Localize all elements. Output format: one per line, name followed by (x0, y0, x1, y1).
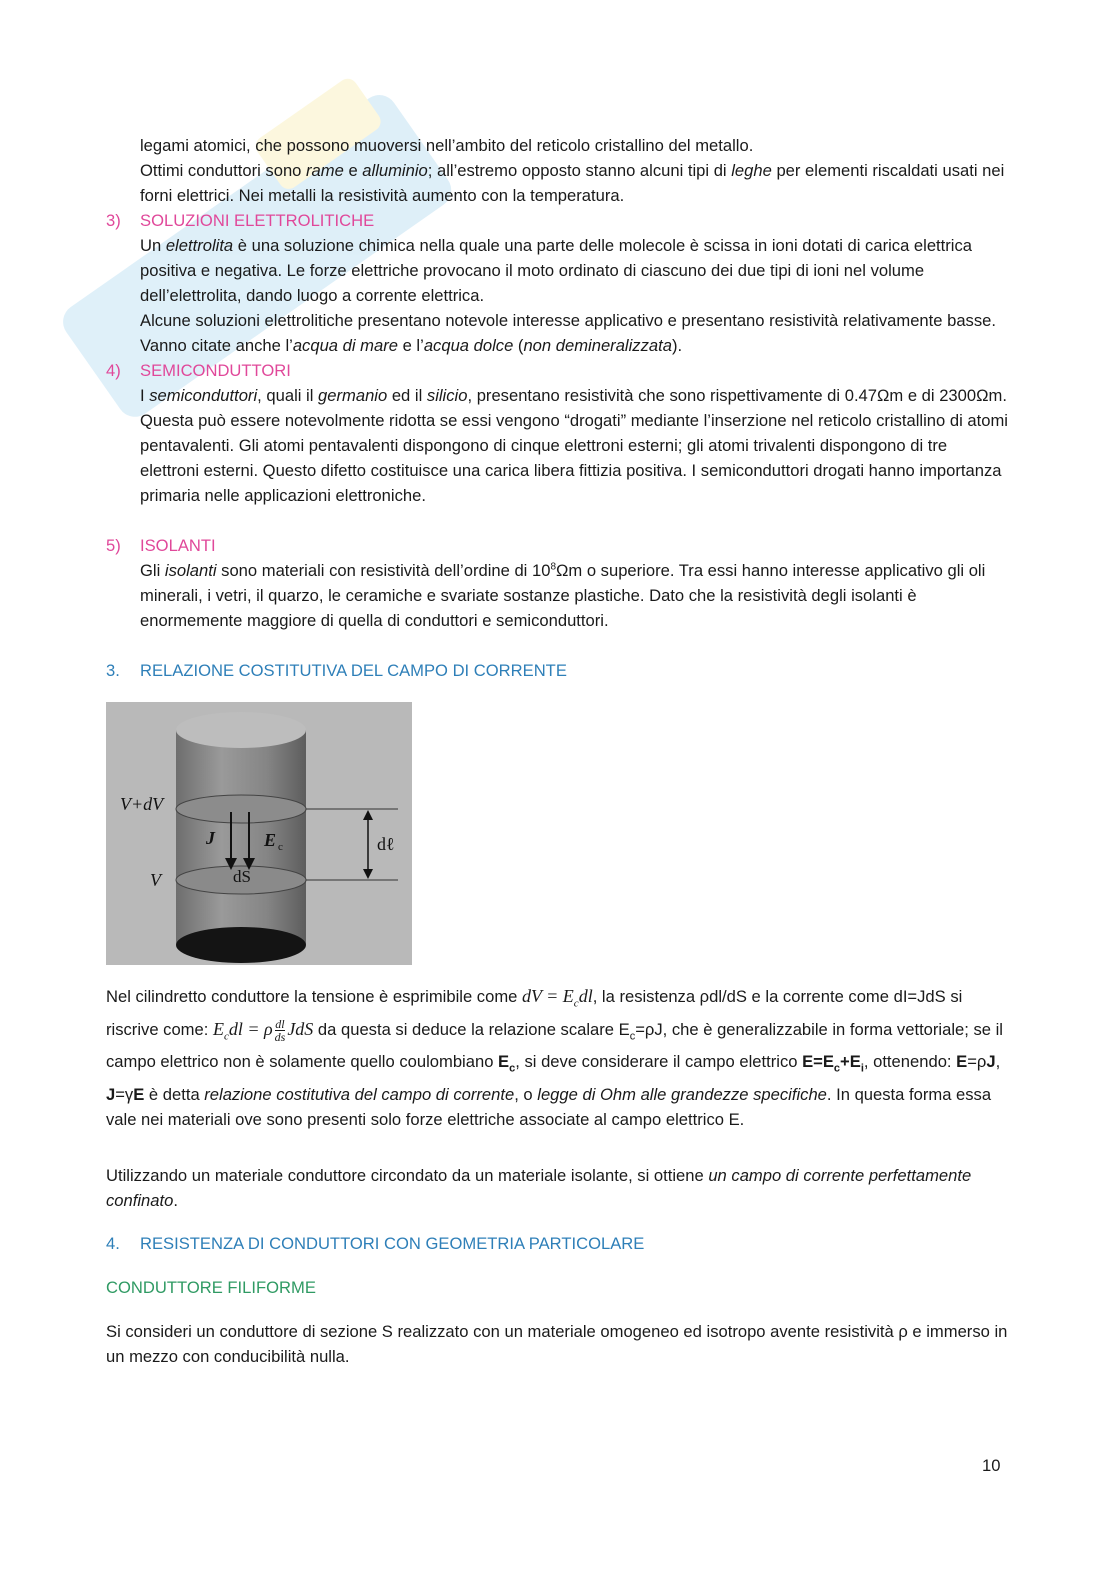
label-j: J (206, 828, 215, 848)
confined-text: Utilizzando un materiale conduttore circondato da un materiale isolante, si ottiene un campo di corrente perfettamente confinato. (106, 1166, 972, 1210)
item-insulators (140, 533, 1010, 633)
confined-paragraph (106, 1163, 1011, 1213)
item-semiconductors (140, 358, 1010, 508)
label-v: V (150, 870, 161, 890)
cylinder-figure (106, 702, 412, 965)
item-paragraph: I semiconduttori, quali il germanio ed il silicio, presentano resistività che sono rispettivamente di 0.47Ωm e di 2300Ωm. Questa può essere notevolmente ridotta se essi vengono “drogati” mediante l’inserzione nel reticolo cristallino di atomi pentavalenti. Gli atomi pentavalenti dispongono di cinque elettroni esterni; gli atomi trivalenti dispongono di tre elettroni esterni. Questo difetto costituisce una carica libera fittizia positiva. I semiconduttori drogati hanno importanza primaria nelle applicazioni elettroniche. (140, 386, 1008, 505)
subsection-heading: CONDUTTORE FILIFORME (106, 1278, 316, 1297)
relation-text: Nel cilindretto conduttore la tensione è esprimibile come dV = $E_cdl$, la resistenza ρdl/dS e la corrente come dI=JdS si riscrive come: $E_cdl = \rho$ $\frac{dl}{ds}$ JdS da questa si deduce la relazione scalare $E_c=\rho J$, che è generalizzabile in forma vettoriale; se il campo elettrico non è solamente quello coulombiano $E_c$, si deve considerare il campo elettrico $E=E_c+E_i$, ottenendo: E=ρJ, J=γE è detta relazione costitutiva del campo di corrente, o legge di Ohm alle grandezze specifiche. In questa forma essa vale nei materiali ove sono presenti solo forze elettriche associate al campo elettrico E. (106, 986, 1003, 1129)
item-paragraph: Un elettrolita è una soluzione chimica nella quale una parte delle molecole è scissa in ioni dotati di carica elettrica positiva e negativa. Le forze elettriche provocano il moto ordinato di ciascuno dei due tipi di ioni nel volume dell’elettrolita, dando luogo a corrente elettrica. (140, 236, 973, 305)
conductors-text: Ottimi conduttori sono rame e alluminio; all’estremo opposto stanno alcuni tipi di leghe per elementi riscaldati usati nei forni elettrici. Nei metalli la resistività aumento con la temperatura. (140, 161, 1005, 205)
item-title: SEMICONDUTTORI (140, 361, 291, 380)
intro-line: legami atomici, che possono muoversi nell’ambito del reticolo cristallino del metallo. (140, 136, 754, 155)
item-number: 3) (106, 211, 121, 230)
filiforme-paragraph: Si consideri un conduttore di sezione S realizzato con un materiale omogeneo ed isotropo avente resistività ρ e immerso in un mezzo con conducibilità nulla. (106, 1322, 1008, 1366)
label-ec-subscript: c (278, 841, 283, 853)
item-electrolytes (140, 208, 1010, 358)
item-number: 5) (106, 536, 121, 555)
label-ec: E (264, 830, 277, 850)
label-dl: dℓ (377, 834, 395, 854)
item-paragraph: Alcune soluzioni elettrolitiche presentano notevole interesse applicativo e presentano resistività relativamente basse. Vanno citate anche l’acqua di mare e l’acqua dolce (non demineralizzata). (140, 311, 996, 355)
page-number: 10 (982, 1456, 1001, 1475)
cylinder-bottom (176, 927, 306, 963)
item-number: 4) (106, 361, 121, 380)
item-title: SOLUZIONI ELETTROLITICHE (140, 211, 375, 230)
metals-paragraph (140, 133, 1010, 208)
section-heading: 4. RESISTENZA DI CONDUTTORI CON GEOMETRIA PARTICOLARE (106, 1234, 645, 1253)
section-heading: 3. RELAZIONE COSTITUTIVA DEL CAMPO DI CORRENTE (106, 661, 567, 680)
item-paragraph: Gli isolanti sono materiali con resistività dell’ordine di $10^8\Omega m$ o superiore. Tra essi hanno interesse applicativo gli oli minerali, i vetri, il quarzo, le ceramiche e svariate sostanze plastiche. Dato che la resistività degli isolanti è enormemente maggiore di quella di conduttori e semiconduttori. (140, 561, 986, 630)
cylinder-body (176, 730, 306, 945)
fraction: $\frac{dl}{ds}$ (274, 1016, 286, 1044)
section-upper (176, 795, 306, 823)
cylinder-top (176, 712, 306, 748)
label-v-plus-dv: V+dV (120, 794, 164, 814)
relation-paragraph (106, 984, 1011, 1132)
label-ds: dS (233, 867, 251, 886)
item-title: ISOLANTI (140, 536, 216, 555)
cylinder-diagram (106, 702, 412, 965)
